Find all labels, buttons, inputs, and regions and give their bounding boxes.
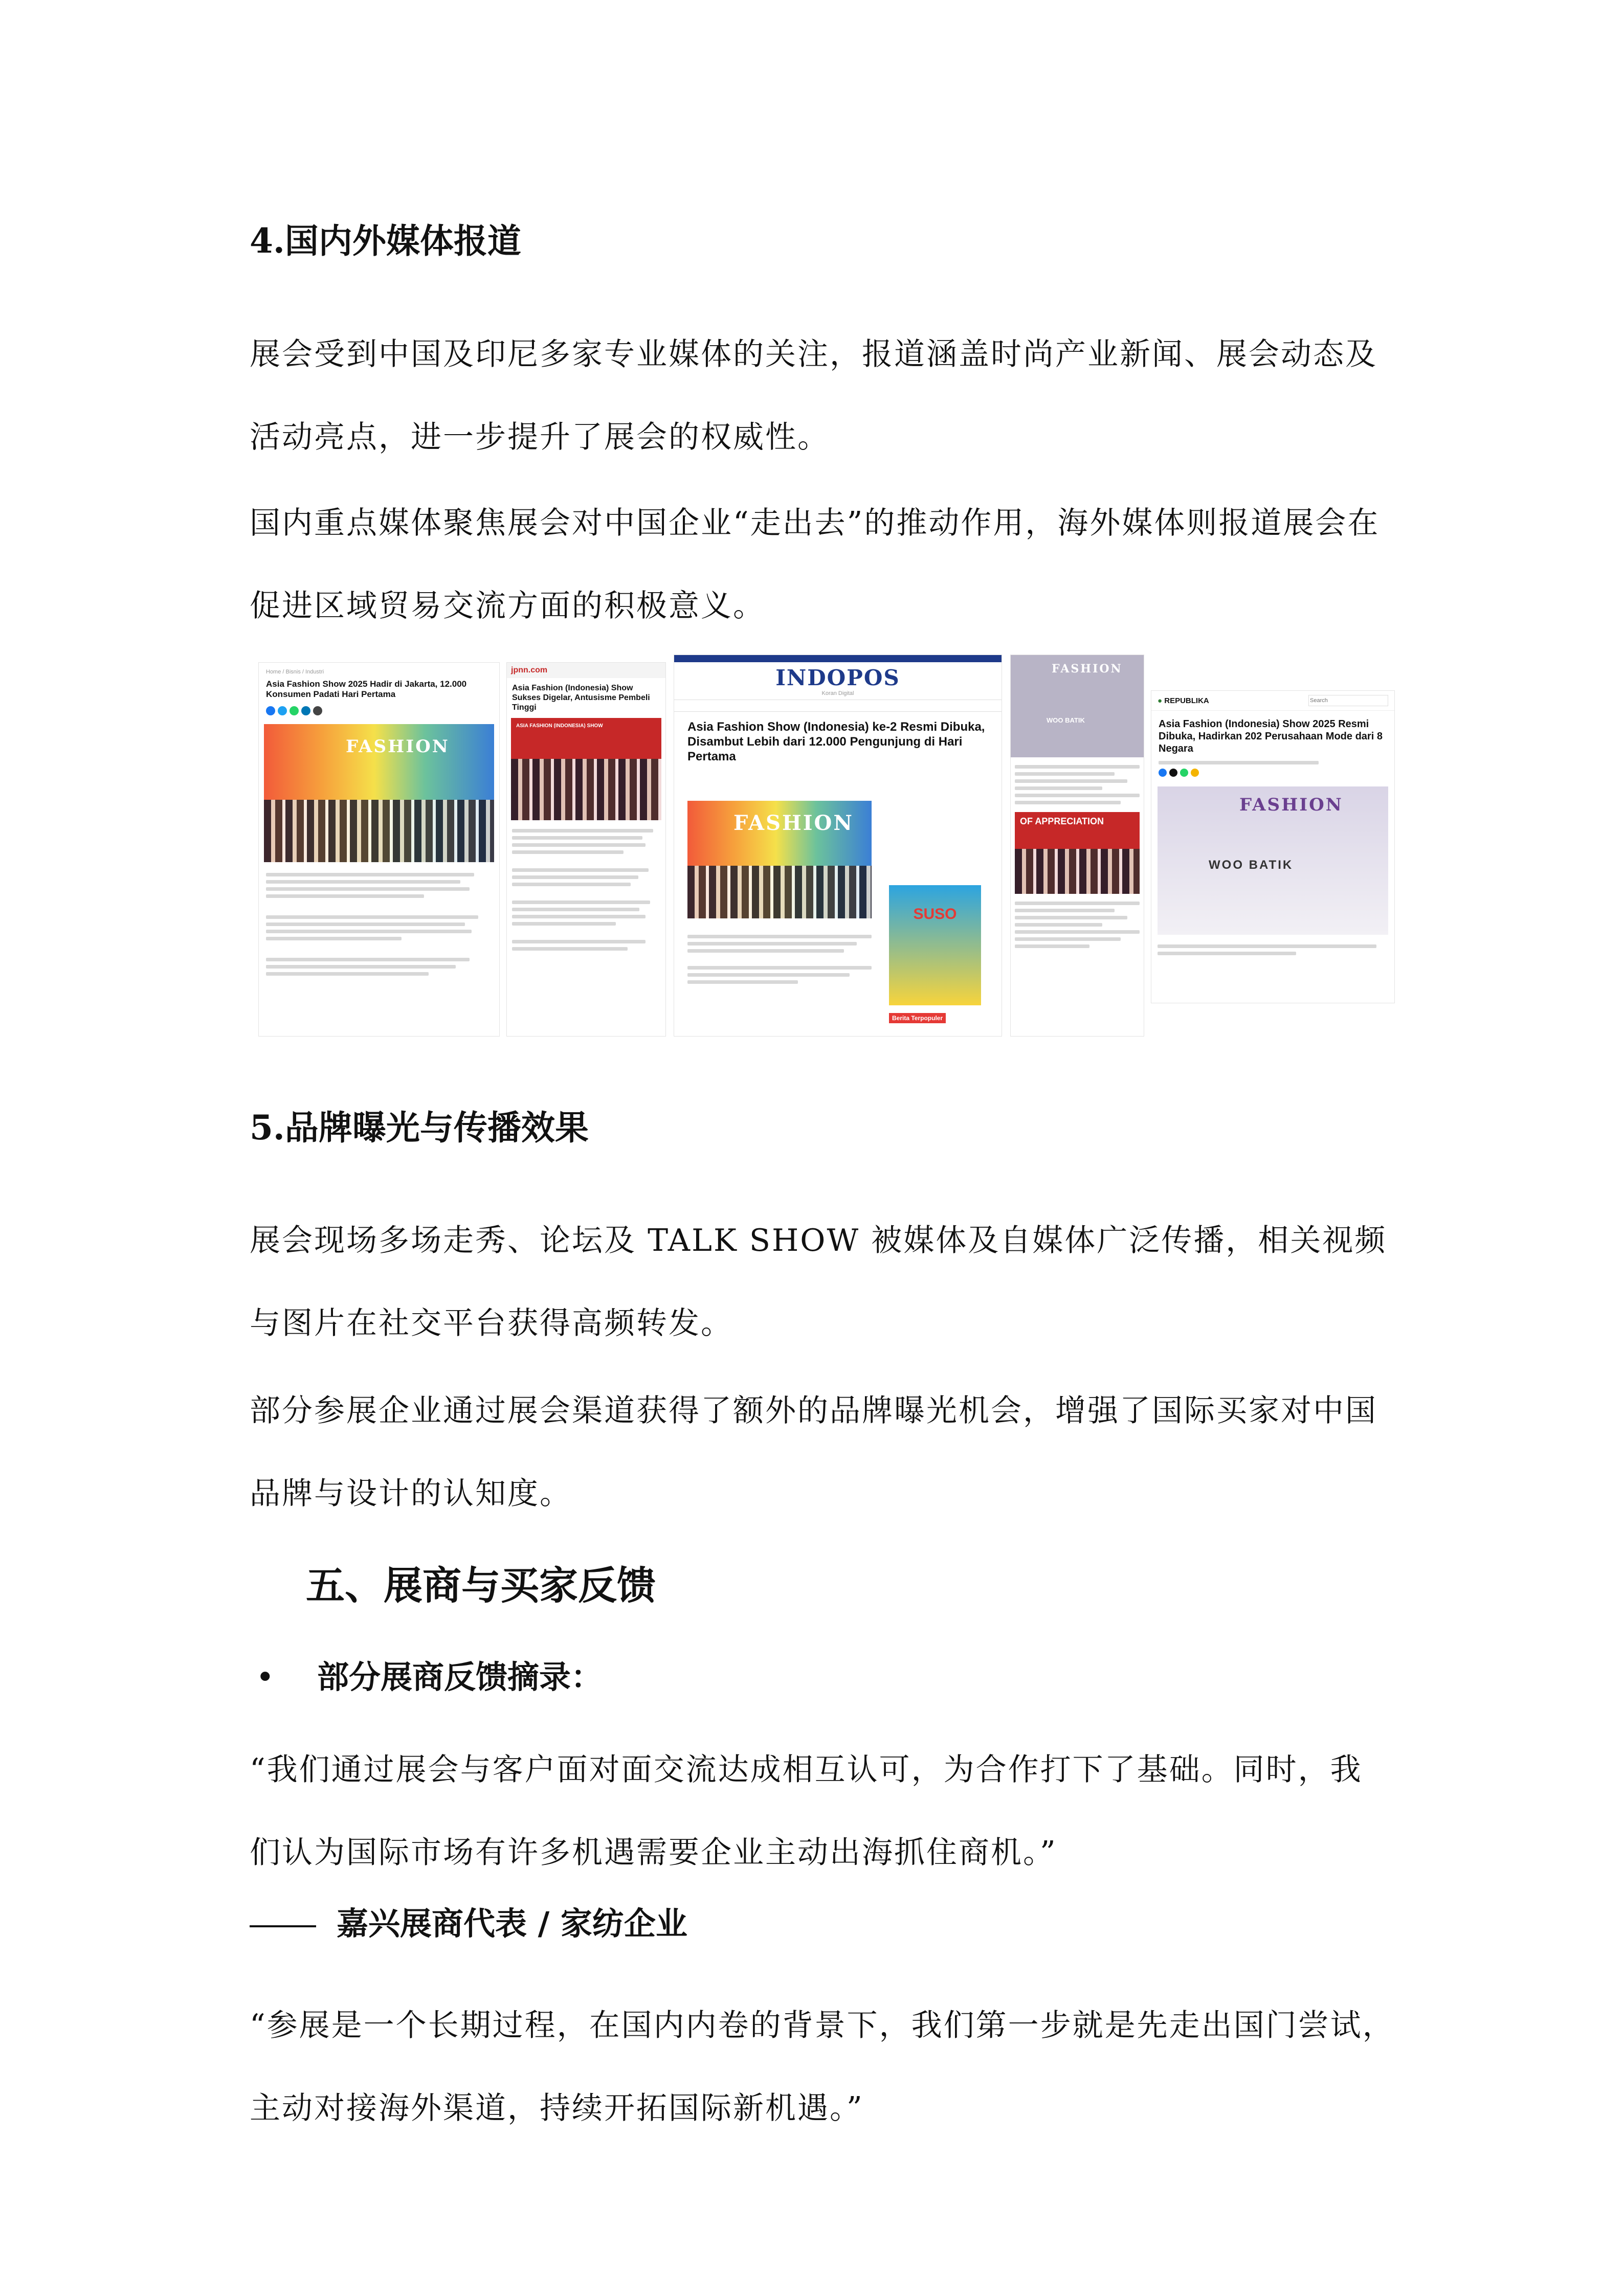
paragraph-line: 与图片在社交平台获得高频转发。 (250, 1305, 733, 1341)
media-coverage-collage (258, 655, 1394, 1043)
bullet-icon: • (256, 1658, 275, 1696)
bullet-label: 部分展商反馈摘录： (317, 1658, 603, 1696)
article-headline: Asia Fashion (Indonesia) Show Sukses Digelar, Antusisme Pembeli Tinggi (512, 684, 650, 712)
paragraph-line: 国内重点媒体聚焦展会对中国企业“走出去”的推动作用，海外媒体则报道展会在 (250, 505, 1380, 541)
photo-banner: ASIA FASHION (INDONESIA) SHOW (516, 723, 603, 729)
article-headline: Asia Fashion Show 2025 Hadir di Jakarta, 12.000 Konsumen Padati Hari Pertama (266, 679, 467, 700)
photo-banner-2: OF APPRECIATION (1020, 816, 1104, 826)
fashion-logo: FASHION (346, 736, 450, 757)
quote-line: 主动对接海外渠道，持续开拓国际新机遇。” (250, 2090, 864, 2126)
paragraph-line: 促进区域贸易交流方面的积极意义。 (250, 588, 765, 624)
feedback-quote-2 (250, 1984, 1395, 2150)
fashion-logo: FASHION (1052, 662, 1123, 676)
article-headline: Asia Fashion (Indonesia) Show 2025 Resmi Dibuka, Hadirkan 202 Perusahaan Mode dari 8 Negara (1159, 718, 1383, 754)
search-input[interactable] (1308, 695, 1388, 706)
fashion-logo: FASHION (1239, 795, 1343, 815)
article-photo (687, 801, 872, 918)
section-5-paragraph-1 (250, 1199, 1395, 1365)
feedback-quote-1 (250, 1728, 1395, 1894)
ad-text: SUSO (913, 906, 957, 922)
breadcrumb: Home / Bisnis / Industri (266, 669, 324, 675)
share-icons (1159, 769, 1387, 779)
section-5-paragraph-2 (250, 1369, 1395, 1535)
site-tagline: Koran Digital (821, 690, 854, 696)
popular-news-button[interactable]: Berita Terpopuler (889, 1013, 946, 1023)
paragraph-line: 展会现场多场走秀、论坛及 TALK SHOW 被媒体及自媒体广泛传播，相关视频 (250, 1223, 1387, 1258)
section-5-heading: 5.品牌曝光与传播效果 (250, 1108, 589, 1147)
article-photo (511, 718, 661, 820)
article-photo (264, 724, 494, 862)
media-screenshot-warta (258, 662, 500, 1037)
media-screenshot-indopos (674, 655, 1002, 1037)
site-logo: INDOPOS (775, 665, 900, 690)
share-icons (266, 706, 492, 718)
paragraph-line: 展会受到中国及印尼多家专业媒体的关注，报道涵盖时尚产业新闻、展会动态及 (250, 336, 1377, 372)
photo-banner: WOO BATIK (1047, 716, 1085, 724)
quote-line: 们认为国际市场有许多机遇需要企业主动出海抓住商机。” (250, 1835, 1057, 1871)
paragraph-line: 品牌与设计的认知度。 (250, 1476, 572, 1512)
quote-1-attribution (250, 1898, 687, 1944)
media-screenshot-mobile (1010, 655, 1144, 1037)
exhibitor-feedback-bullet (256, 1652, 603, 1697)
chapter-5-heading: 五、展商与买家反馈 (306, 1563, 656, 1608)
media-screenshot-jpnn (506, 662, 666, 1037)
section-4-paragraph-2 (250, 482, 1395, 647)
section-4-heading: 4.国内外媒体报道 (250, 221, 521, 261)
site-logo: ● REPUBLIKA (1158, 696, 1209, 705)
paragraph-line: 部分参展企业通过展会渠道获得了额外的品牌曝光机会，增强了国际买家对中国 (250, 1393, 1377, 1429)
dash-rule (250, 1925, 316, 1927)
paragraph-line: 活动亮点，进一步提升了展会的权威性。 (250, 419, 830, 455)
section-4-paragraph-1 (250, 313, 1395, 479)
article-photo-1 (1011, 655, 1144, 757)
article-photo-2 (1015, 812, 1140, 894)
site-logo: jpnn.com (511, 666, 548, 674)
media-screenshot-republika (1151, 690, 1395, 1003)
photo-banner: WOO BATIK (1209, 858, 1294, 872)
article-photo (1158, 786, 1388, 935)
fashion-logo: FASHION (733, 811, 854, 835)
attribution-text: 嘉兴展商代表 / 家纺企业 (337, 1905, 687, 1942)
quote-line: “参展是一个长期过程，在国内内卷的背景下，我们第一步就是先走出国门尝试， (250, 2008, 1395, 2043)
quote-line: “我们通过展会与客户面对面交流达成相互认可，为合作打下了基础。同时，我 (250, 1752, 1363, 1788)
site-name: REPUBLIKA (1164, 696, 1209, 705)
article-headline: Asia Fashion Show (Indonesia) ke-2 Resmi Dibuka, Disambut Lebih dari 12.000 Pengunjung di Hari Pertama (687, 720, 985, 763)
advertisement (889, 885, 981, 1005)
